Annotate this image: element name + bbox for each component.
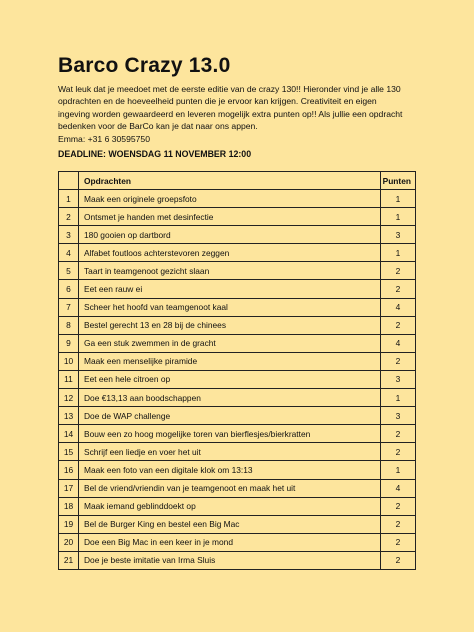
row-points: 1 — [381, 208, 416, 226]
row-points: 2 — [381, 425, 416, 443]
table-row — [59, 334, 416, 352]
row-task: Maak een menselijke piramide — [79, 352, 381, 370]
row-task: Scheer het hoofd van teamgenoot kaal — [79, 298, 381, 316]
table-row — [59, 262, 416, 280]
row-number: 2 — [59, 208, 79, 226]
table-header-row — [59, 172, 416, 190]
row-number: 20 — [59, 533, 79, 551]
row-task: Taart in teamgenoot gezicht slaan — [79, 262, 381, 280]
row-number: 1 — [59, 190, 79, 208]
intro-line: Emma: +31 6 30595750 — [58, 133, 150, 144]
table-row — [59, 389, 416, 407]
row-points: 4 — [381, 298, 416, 316]
row-number: 8 — [59, 316, 79, 334]
intro-paragraph — [58, 83, 418, 145]
row-task: Maak een foto van een digitale klok om 13:13 — [79, 461, 381, 479]
row-task: Ontsmet je handen met desinfectie — [79, 208, 381, 226]
row-number: 19 — [59, 515, 79, 533]
row-number: 11 — [59, 370, 79, 388]
row-points: 2 — [381, 316, 416, 334]
table-row — [59, 244, 416, 262]
intro-line: ingeving worden gewaardeerd en leveren mogelijk extra punten op!! Als jullie een opdracht — [58, 108, 403, 119]
row-number: 21 — [59, 551, 79, 569]
table-row — [59, 352, 416, 370]
row-points: 4 — [381, 334, 416, 352]
table-row — [59, 298, 416, 316]
row-points: 2 — [381, 551, 416, 569]
row-task: Ga een stuk zwemmen in de gracht — [79, 334, 381, 352]
row-task: Bel de vriend/vriendin van je teamgenoot en maak het uit — [79, 479, 381, 497]
deadline-text: DEADLINE: WOENSDAG 11 NOVEMBER 12:00 — [58, 149, 252, 159]
table-row — [59, 407, 416, 425]
table-row — [59, 226, 416, 244]
row-task: Bel de Burger King en bestel een Big Mac — [79, 515, 381, 533]
table-row — [59, 443, 416, 461]
row-task: 180 gooien op dartbord — [79, 226, 381, 244]
row-points: 1 — [381, 190, 416, 208]
row-points: 2 — [381, 280, 416, 298]
row-points: 3 — [381, 226, 416, 244]
row-task: Doe je beste imitatie van Irma Sluis — [79, 551, 381, 569]
table-row — [59, 370, 416, 388]
table-row — [59, 497, 416, 515]
row-number: 9 — [59, 334, 79, 352]
row-task: Eet een hele citroen op — [79, 370, 381, 388]
row-points: 2 — [381, 497, 416, 515]
row-points: 1 — [381, 461, 416, 479]
row-number: 7 — [59, 298, 79, 316]
row-task: Doe een Big Mac in een keer in je mond — [79, 533, 381, 551]
header-points: Punten — [381, 172, 416, 190]
intro-line: opdrachten en de hoeveelheid punten die je ervoor kan krijgen. Creativiteit en eigen — [58, 96, 377, 107]
row-number: 16 — [59, 461, 79, 479]
assignments-table — [58, 171, 416, 570]
intro-line: bedenken voor de BarCo kan je dat naar ons appen. — [58, 121, 258, 132]
row-points: 1 — [381, 244, 416, 262]
row-task: Maak iemand geblinddoekt op — [79, 497, 381, 515]
row-number: 15 — [59, 443, 79, 461]
table-row — [59, 208, 416, 226]
row-task: Alfabet foutloos achterstevoren zeggen — [79, 244, 381, 262]
row-number: 14 — [59, 425, 79, 443]
header-number-cell — [59, 172, 79, 190]
row-number: 5 — [59, 262, 79, 280]
row-number: 4 — [59, 244, 79, 262]
row-number: 17 — [59, 479, 79, 497]
header-task: Opdrachten — [79, 172, 381, 190]
row-task: Eet een rauw ei — [79, 280, 381, 298]
row-points: 2 — [381, 515, 416, 533]
row-number: 13 — [59, 407, 79, 425]
row-task: Doe de WAP challenge — [79, 407, 381, 425]
row-task: Bestel gerecht 13 en 28 bij de chinees — [79, 316, 381, 334]
row-points: 2 — [381, 443, 416, 461]
table-row — [59, 461, 416, 479]
row-points: 2 — [381, 262, 416, 280]
table-row — [59, 551, 416, 569]
row-points: 3 — [381, 370, 416, 388]
row-task: Bouw een zo hoog mogelijke toren van bierflesjes/bierkratten — [79, 425, 381, 443]
table-row — [59, 280, 416, 298]
table-row — [59, 190, 416, 208]
row-points: 1 — [381, 389, 416, 407]
row-task: Schrijf een liedje en voer het uit — [79, 443, 381, 461]
row-number: 10 — [59, 352, 79, 370]
row-points: 3 — [381, 407, 416, 425]
row-task: Maak een originele groepsfoto — [79, 190, 381, 208]
intro-line: Wat leuk dat je meedoet met de eerste editie van de crazy 130!! Hieronder vind je alle 130 — [58, 84, 401, 94]
table-row — [59, 316, 416, 334]
table-row — [59, 479, 416, 497]
row-points: 2 — [381, 533, 416, 551]
table-row — [59, 533, 416, 551]
table-row — [59, 425, 416, 443]
row-number: 3 — [59, 226, 79, 244]
row-points: 4 — [381, 479, 416, 497]
row-number: 18 — [59, 497, 79, 515]
row-points: 2 — [381, 352, 416, 370]
row-task: Doe €13,13 aan boodschappen — [79, 389, 381, 407]
document-title: Barco Crazy 13.0 — [58, 54, 231, 77]
row-number: 12 — [59, 389, 79, 407]
table-row — [59, 515, 416, 533]
row-number: 6 — [59, 280, 79, 298]
